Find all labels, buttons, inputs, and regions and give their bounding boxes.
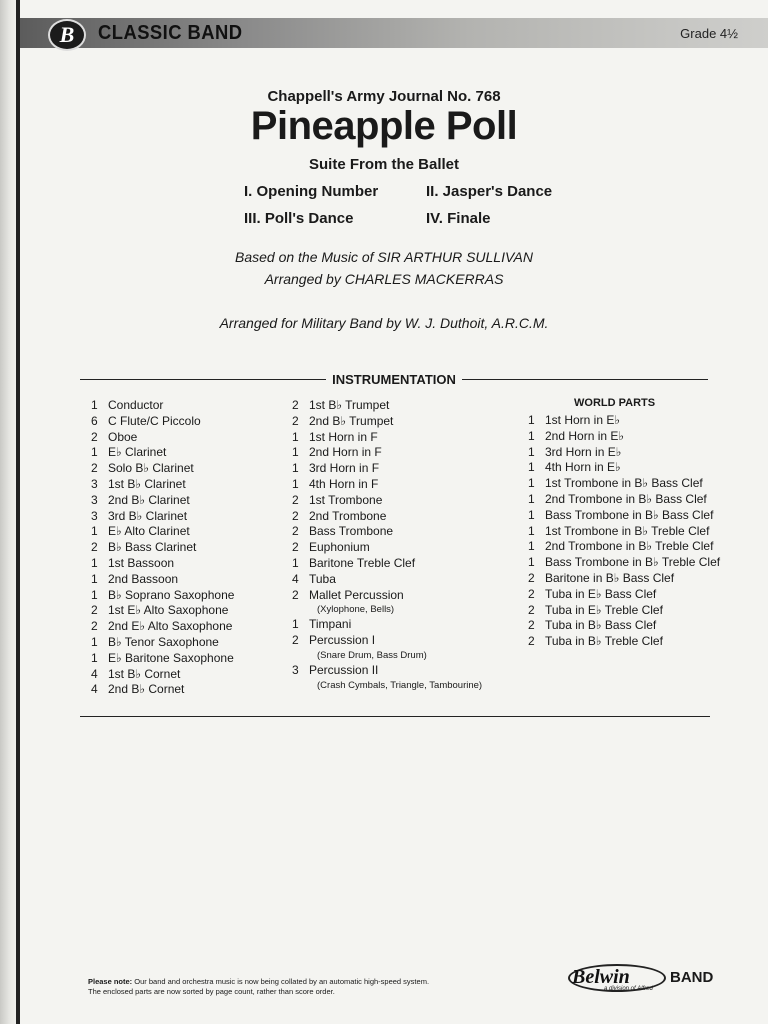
note-line-1: Our band and orchestra music is now being collated by an automatic high-speed system. [134, 977, 430, 986]
part-quantity: 4 [91, 666, 98, 681]
instrument-row [292, 663, 482, 679]
instrument-row [292, 414, 482, 430]
instrument-name: C Flute/C Piccolo [108, 413, 201, 428]
part-quantity: 2 [292, 587, 299, 602]
instrumentation-heading [80, 370, 708, 388]
part-quantity: 2 [91, 540, 98, 555]
instrument-name: 2nd Trombone [309, 508, 387, 523]
instrument-name: 4th Horn in E♭ [545, 460, 621, 475]
instrument-row [292, 633, 482, 649]
arranger-credit: Arranged by CHARLES MACKERRAS [264, 271, 504, 287]
instrument-name: 2nd B♭ Cornet [108, 682, 185, 697]
instrument-note: (Snare Drum, Bass Drum) [317, 649, 427, 661]
instrument-row [292, 556, 482, 572]
instrument-row [528, 603, 720, 619]
world-parts-column [528, 413, 720, 650]
instrument-row [528, 429, 720, 445]
part-quantity: 1 [528, 491, 535, 506]
instrument-row [528, 618, 720, 634]
movement-2: II. Jasper's Dance [426, 183, 553, 200]
instrument-row [91, 588, 234, 604]
instrument-name: Euphonium [309, 540, 370, 555]
subtitle: Suite From the Ballet [308, 156, 460, 173]
part-quantity: 1 [292, 555, 299, 570]
instrument-name: B♭ Soprano Saxophone [108, 587, 235, 602]
part-quantity: 1 [91, 555, 98, 570]
publisher-band-label: BAND [670, 969, 714, 986]
instrument-row [91, 540, 234, 556]
instrument-row [528, 508, 720, 524]
part-quantity: 2 [528, 570, 535, 585]
note-line-2: The enclosed parts are now sorted by page count, rather than score order. [88, 987, 335, 996]
part-quantity: 1 [528, 523, 535, 538]
publisher-name: Belwin [572, 966, 630, 988]
part-quantity: 2 [292, 398, 299, 412]
grade-label: Grade 4½ [680, 26, 738, 41]
instrument-row [91, 667, 234, 683]
instrument-name: 2nd Trombone in B♭ Treble Clef [545, 539, 714, 554]
instrumentation-bottom-rule [80, 716, 710, 717]
instrument-name: Bass Trombone in B♭ Treble Clef [545, 555, 721, 570]
instrument-name: 1st Trombone [309, 492, 383, 507]
part-quantity: 6 [91, 413, 98, 428]
instrument-row [91, 414, 234, 430]
instrument-name: E♭ Clarinet [108, 445, 167, 460]
part-quantity: 1 [528, 539, 535, 554]
part-quantity: 2 [292, 633, 299, 648]
publisher-logo [568, 963, 716, 995]
instrument-name: Conductor [108, 398, 164, 412]
instrument-row [91, 430, 234, 446]
instrument-row [91, 477, 234, 493]
part-quantity: 1 [91, 445, 98, 460]
part-quantity: 2 [292, 524, 299, 539]
heading-rule-left [80, 379, 326, 380]
instrument-row [91, 603, 234, 619]
movement-4: IV. Finale [426, 210, 491, 227]
instrument-name: 1st E♭ Alto Saxophone [108, 603, 229, 618]
instrument-name: 1st B♭ Cornet [108, 666, 181, 681]
part-quantity: 2 [91, 619, 98, 634]
part-quantity: 1 [292, 461, 299, 476]
instrument-name: Bass Trombone [309, 524, 394, 539]
part-quantity: 2 [528, 618, 535, 633]
military-arranger-credit: Arranged for Military Band by W. J. Duthoit, A.R.C.M. [219, 315, 549, 331]
instrument-name: E♭ Baritone Saxophone [108, 650, 234, 665]
heading-rule-right [462, 379, 708, 380]
instrument-name: 2nd E♭ Alto Saxophone [108, 619, 233, 634]
part-quantity: 1 [528, 428, 535, 443]
instrument-name: 2nd Horn in E♭ [545, 428, 625, 443]
instrument-row [292, 477, 482, 493]
instrument-name: 2nd Horn in F [309, 445, 382, 460]
instrument-name: 1st Horn in F [309, 429, 378, 444]
part-quantity: 1 [292, 617, 299, 632]
part-quantity: 1 [528, 507, 535, 522]
part-quantity: 1 [292, 476, 299, 491]
instrument-row [91, 572, 234, 588]
instrument-name: 2nd B♭ Clarinet [108, 492, 190, 507]
part-quantity: 2 [91, 461, 98, 476]
part-quantity: 1 [91, 398, 98, 412]
instrument-row [528, 445, 720, 461]
instrument-name: Tuba in E♭ Treble Clef [545, 602, 663, 617]
instrument-name: 4th Horn in F [309, 476, 379, 491]
binding-rule [16, 0, 20, 1024]
part-quantity: 1 [528, 555, 535, 570]
instrument-name: 1st B♭ Trumpet [309, 398, 390, 412]
instrument-row [91, 635, 234, 651]
instrument-row [528, 524, 720, 540]
part-quantity: 4 [91, 682, 98, 697]
instrument-row [91, 556, 234, 572]
instrument-name: E♭ Alto Clarinet [108, 524, 190, 539]
instrument-row [91, 651, 234, 667]
part-quantity: 2 [292, 492, 299, 507]
part-quantity: 2 [91, 603, 98, 618]
instrument-note: (Xylophone, Bells) [317, 604, 395, 616]
collation-note [88, 977, 468, 997]
instrument-row [528, 492, 720, 508]
instrument-row [91, 398, 234, 414]
instrument-row [292, 430, 482, 446]
part-quantity: 1 [528, 476, 535, 491]
instrument-row [91, 493, 234, 509]
part-quantity: 1 [91, 571, 98, 586]
instrument-name: Tuba in B♭ Bass Clef [545, 618, 657, 633]
instrument-row [528, 571, 720, 587]
instrument-row [528, 476, 720, 492]
instrument-row [292, 524, 482, 540]
instrument-row [528, 413, 720, 429]
instrument-name: Bass Trombone in B♭ Bass Clef [545, 507, 714, 522]
instrument-name: 1st Trombone in B♭ Treble Clef [545, 523, 710, 538]
instrument-name: Percussion II [309, 662, 379, 677]
instrument-name: Tuba [309, 571, 336, 586]
instrument-name: 2nd B♭ Trumpet [309, 413, 394, 428]
instrument-name: Tuba in B♭ Treble Clef [545, 634, 663, 649]
instrument-name: 3rd Horn in E♭ [545, 444, 622, 459]
part-quantity: 2 [528, 602, 535, 617]
journal-number: Chappell's Army Journal No. 768 [267, 88, 501, 105]
instrument-name: B♭ Tenor Saxophone [108, 634, 219, 649]
instrument-row [292, 461, 482, 477]
part-quantity: 3 [91, 492, 98, 507]
instrument-row [91, 461, 234, 477]
instrument-name: Baritone Treble Clef [309, 555, 416, 570]
instrument-column-2 [292, 398, 482, 693]
world-parts-title: WORLD PARTS [574, 397, 656, 409]
part-quantity: 2 [528, 634, 535, 649]
movement-3: III. Poll's Dance [244, 210, 354, 227]
movement-1: I. Opening Number [244, 183, 379, 200]
instrument-row [292, 617, 482, 633]
instrument-row [91, 682, 234, 698]
b-circle-logo-icon: B [48, 19, 86, 51]
instrument-row [528, 634, 720, 650]
instrument-name: 3rd Horn in F [309, 461, 380, 476]
instrument-name: 1st B♭ Clarinet [108, 476, 186, 491]
part-quantity: 1 [292, 429, 299, 444]
instrument-name: 1st Trombone in B♭ Bass Clef [545, 476, 703, 491]
part-quantity: 1 [91, 524, 98, 539]
instrument-name: 2nd Trombone in B♭ Bass Clef [545, 491, 707, 506]
instrument-column-1 [91, 398, 234, 698]
series-name: CLASSIC BAND [98, 22, 243, 44]
instrument-name: 3rd B♭ Clarinet [108, 508, 188, 523]
instrument-row [91, 619, 234, 635]
instrument-row [91, 524, 234, 540]
part-quantity: 1 [528, 444, 535, 459]
part-quantity: 4 [292, 571, 299, 586]
part-quantity: 1 [91, 650, 98, 665]
instrument-name: Tuba in E♭ Bass Clef [545, 586, 657, 601]
instrument-name: Solo B♭ Clarinet [108, 461, 194, 476]
part-quantity: 2 [91, 429, 98, 444]
instrument-row [91, 445, 234, 461]
instrument-row [292, 509, 482, 525]
composer-credit: Based on the Music of SIR ARTHUR SULLIVAN [234, 249, 533, 265]
instrument-row [292, 493, 482, 509]
instrument-name: Timpani [309, 617, 352, 632]
instrument-name: Mallet Percussion [309, 587, 404, 602]
instrument-row [292, 540, 482, 556]
publisher-tagline: a division of Alfred [604, 986, 653, 992]
part-quantity: 2 [292, 413, 299, 428]
instrument-row [292, 572, 482, 588]
part-quantity: 1 [528, 413, 535, 427]
instrument-name: 1st Bassoon [108, 555, 175, 570]
instrument-row [528, 555, 720, 571]
instrument-name: B♭ Bass Clarinet [108, 540, 197, 555]
instrument-name: Percussion I [309, 633, 376, 648]
instrument-row [528, 587, 720, 603]
part-quantity: 2 [292, 508, 299, 523]
instrument-row [91, 509, 234, 525]
instrument-name: 2nd Bassoon [108, 571, 179, 586]
instrument-row [292, 398, 482, 414]
instrumentation-label: INSTRUMENTATION [332, 371, 456, 387]
part-quantity: 1 [91, 634, 98, 649]
part-quantity: 3 [91, 476, 98, 491]
instrument-name: 1st Horn in E♭ [545, 413, 621, 427]
part-quantity: 1 [292, 445, 299, 460]
part-quantity: 3 [292, 662, 299, 677]
instrument-row [292, 588, 482, 604]
instrument-name: Baritone in B♭ Bass Clef [545, 570, 675, 585]
instrument-note: (Crash Cymbals, Triangle, Tambourine) [317, 679, 483, 691]
instrument-row [292, 445, 482, 461]
part-quantity: 2 [292, 540, 299, 555]
part-quantity: 1 [528, 460, 535, 475]
instrument-row [528, 539, 720, 555]
note-label: Please note: [88, 977, 133, 986]
part-quantity: 2 [528, 586, 535, 601]
instrument-row [528, 460, 720, 476]
page-title: Pineapple Poll [250, 104, 518, 148]
part-quantity: 1 [91, 587, 98, 602]
part-quantity: 3 [91, 508, 98, 523]
instrument-name: Oboe [108, 429, 138, 444]
